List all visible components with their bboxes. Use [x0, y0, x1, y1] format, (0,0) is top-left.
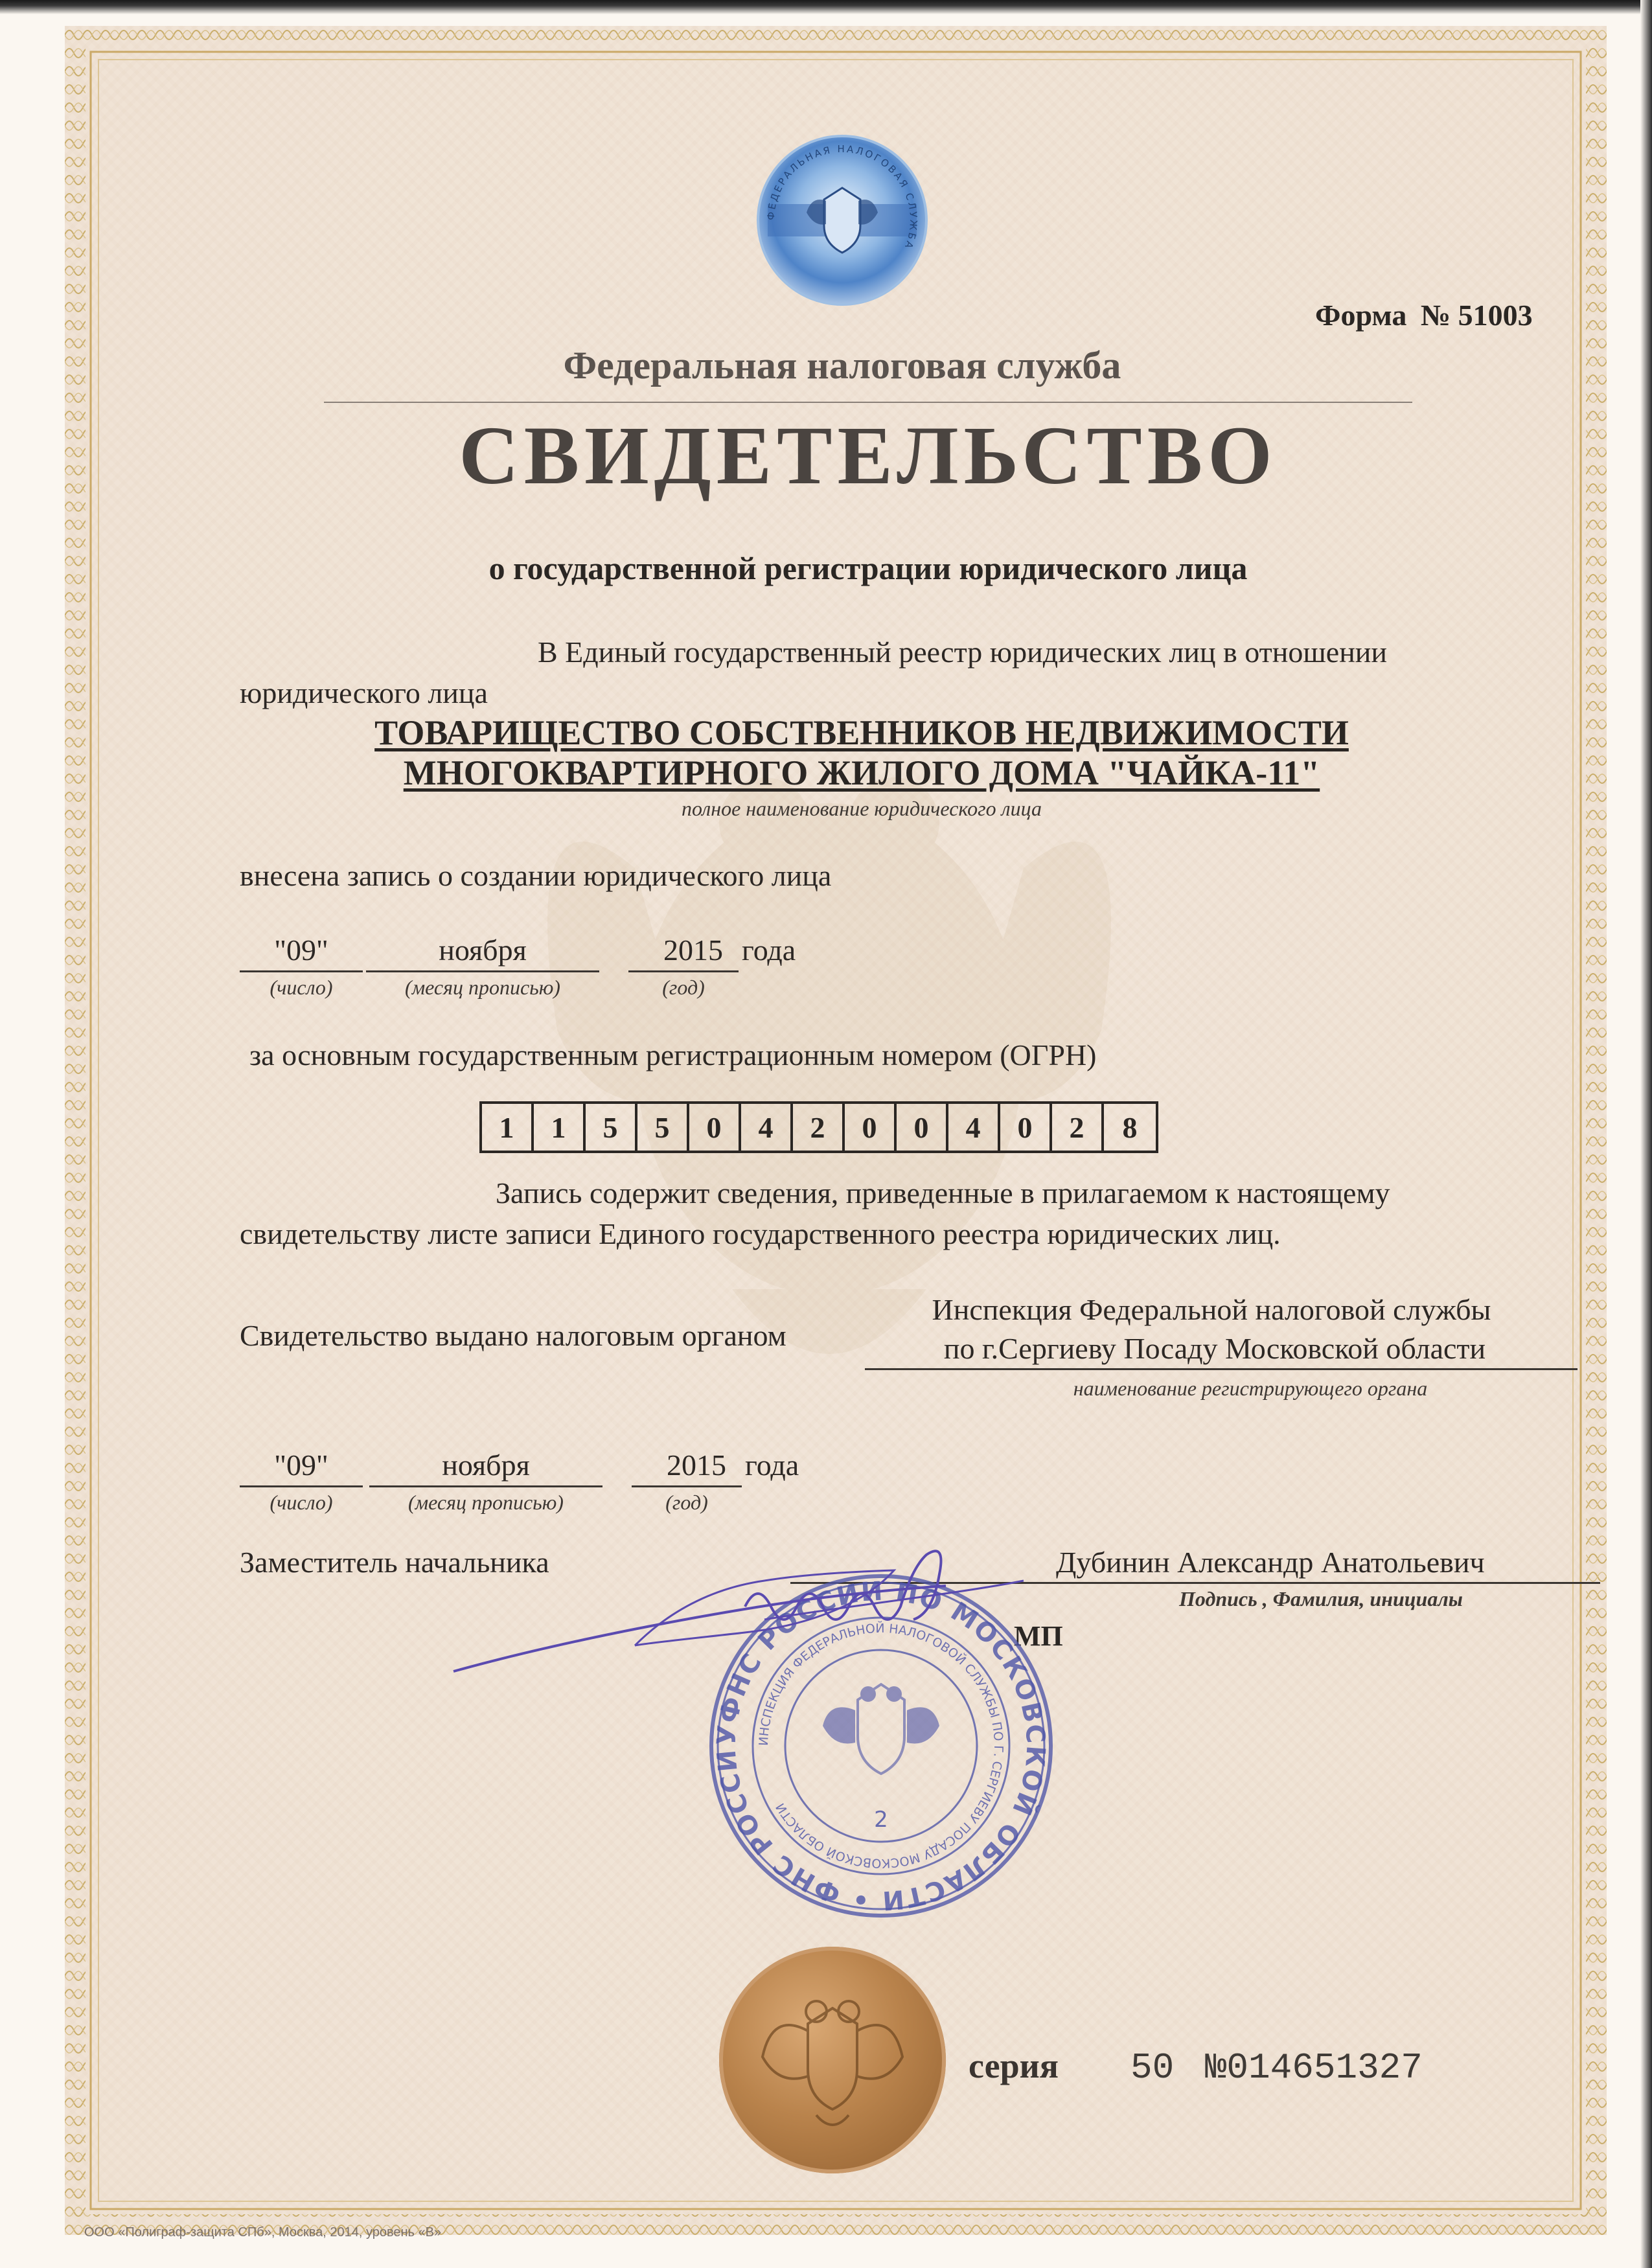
record-line-2: свидетельству листе записи Единого государственного реестра юридических лиц. — [240, 1217, 1281, 1250]
issuer-line — [865, 1368, 1577, 1370]
hologram-emblem — [755, 133, 930, 308]
issuer-name-line-2: по г.Сергиеву Посаду Московской области — [943, 1332, 1486, 1365]
scan-right-edge — [1640, 0, 1652, 2268]
issuer-caption: наименование регистрирующего органа — [1073, 1377, 1428, 1400]
issue-year: 2015 — [667, 1449, 726, 1482]
creation-year-caption: (год) — [662, 976, 705, 999]
ogrn-digit-boxes — [479, 1101, 1158, 1153]
ogrn-digit: 1 — [482, 1104, 534, 1151]
stamp-place-label: МП — [1014, 1620, 1063, 1652]
stamp-number: 2 — [874, 1807, 888, 1833]
record-line-1: Запись содержит сведения, приведенные в прилагаемом к настоящему — [496, 1176, 1390, 1209]
gold-seal — [719, 1947, 946, 2173]
signatory-position: Заместитель начальника — [240, 1546, 549, 1579]
issue-month: ноября — [442, 1449, 530, 1482]
ogrn-digit: 4 — [948, 1104, 1000, 1151]
form-number-value: № 51003 — [1420, 299, 1533, 332]
issuer-name-line-1: Инспекция Федеральной налоговой службы — [932, 1293, 1491, 1326]
creation-month-caption: (месяц прописью) — [405, 976, 560, 999]
printer-footer: ООО «Полиграф-защита СПб», Москва, 2014, уровень «В» — [84, 2225, 442, 2239]
eagle-emblem-icon — [719, 1947, 946, 2173]
issue-year-suffix: года — [745, 1449, 799, 1482]
hologram-ring-text: ФЕДЕРАЛЬНАЯ НАЛОГОВАЯ СЛУЖБА — [764, 143, 920, 252]
entity-name-caption: полное наименование юридического лица — [682, 797, 1042, 820]
entity-name-line-2: МНОГОКВАРТИРНОГО ЖИЛОГО ДОМА "ЧАЙКА-11" — [403, 753, 1320, 792]
issue-month-line — [369, 1485, 602, 1487]
series-serial: №014651327 — [1204, 2047, 1423, 2089]
scan-top-edge — [0, 0, 1652, 14]
signatory-name: Дубинин Александр Анатольевич — [1056, 1546, 1485, 1579]
creation-text: внесена запись о создании юридического лица — [240, 859, 832, 892]
agency-name: Федеральная налоговая служба — [563, 344, 1121, 387]
issue-year-caption: (год) — [665, 1491, 708, 1514]
ogrn-label: за основным государственным регистрационным номером (ОГРН) — [249, 1038, 1097, 1071]
form-number — [1315, 298, 1533, 332]
ogrn-digit: 0 — [897, 1104, 948, 1151]
ogrn-digit: 0 — [845, 1104, 897, 1151]
certificate-sheet — [65, 26, 1607, 2239]
issue-day-caption: (число) — [270, 1491, 333, 1514]
agency-rule — [324, 402, 1412, 403]
creation-year-line — [628, 970, 739, 972]
entity-name-line-1: ТОВАРИЩЕСТВО СОБСТВЕННИКОВ НЕДВИЖИМОСТИ — [374, 713, 1349, 752]
stamp-outer-text: УФНС РОССИИ ПО МОСКОВСКОЙ ОБЛАСТИ • ФНС РОССИ — [711, 1576, 1051, 1916]
creation-year-suffix: года — [742, 934, 796, 967]
series-region: 50 — [1130, 2047, 1175, 2089]
issuer-label: Свидетельство выдано налоговым органом — [240, 1319, 786, 1352]
intro-line-2: юридического лица — [240, 676, 488, 709]
form-label: Форма — [1315, 299, 1407, 332]
ogrn-digit: 0 — [1000, 1104, 1052, 1151]
series-number — [1130, 2047, 1423, 2089]
ogrn-digit: 5 — [586, 1104, 637, 1151]
creation-month-line — [366, 970, 599, 972]
ogrn-digit: 4 — [741, 1104, 793, 1151]
creation-day-line — [240, 970, 363, 972]
intro-line-1: В Единый государственный реестр юридических лиц в отношении — [538, 636, 1388, 669]
ogrn-digit: 2 — [793, 1104, 845, 1151]
ogrn-digit: 8 — [1122, 1110, 1138, 1144]
ogrn-digit: 2 — [1052, 1104, 1104, 1151]
creation-month: ноября — [439, 934, 527, 967]
series-label: серия — [969, 2046, 1059, 2085]
handwritten-signature — [441, 1509, 1140, 1717]
creation-year: 2015 — [663, 934, 723, 967]
ogrn-digit: 1 — [534, 1104, 586, 1151]
ogrn-digit: 5 — [637, 1104, 689, 1151]
stamp-inner-text: ИНСПЕКЦИЯ ФЕДЕРАЛЬНОЙ НАЛОГОВОЙ СЛУЖБЫ ПО Г. СЕРГИЕВУ ПОСАДУ МОСКОВСКОЙ ОБЛАСТИ — [756, 1621, 1006, 1871]
creation-day-caption: (число) — [270, 976, 333, 999]
issue-day-line — [240, 1485, 363, 1487]
page-subtitle: о государственной регистрации юридического лица — [488, 550, 1248, 586]
page-title: СВИДЕТЕЛЬСТВО — [459, 409, 1278, 501]
creation-day: "09" — [274, 934, 328, 967]
signatory-caption: Подпись , Фамилия, инициалы — [1179, 1587, 1463, 1610]
issue-day: "09" — [274, 1449, 328, 1482]
issue-year-line — [632, 1485, 742, 1487]
issue-month-caption: (месяц прописью) — [408, 1491, 564, 1514]
ogrn-digit: 0 — [689, 1104, 741, 1151]
